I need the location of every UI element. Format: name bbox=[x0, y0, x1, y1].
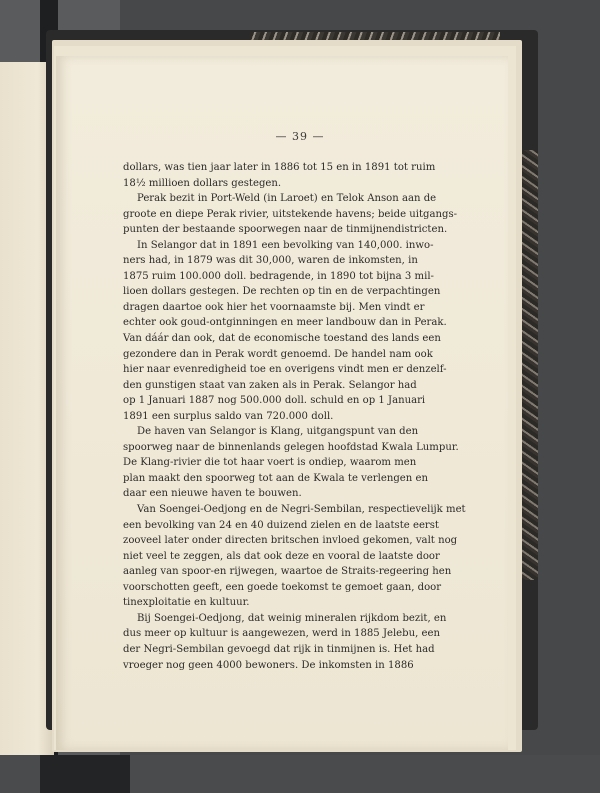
text-line: zooveel later onder directen britschen invloed gekomen, valt nog bbox=[123, 535, 458, 547]
text-line: In Selangor dat in 1891 een bevolking van 140,000. inwo- bbox=[137, 239, 434, 251]
text-line: aanleg van spoor-en rijwegen, waartoe de Straits-regeering hen bbox=[123, 566, 452, 578]
text-line: ners had, in 1879 was dit 30,000, waren de inkomsten, in bbox=[123, 255, 418, 267]
text-line: dollars, was tien jaar later in 1886 tot 15 en in 1891 tot ruim bbox=[123, 162, 436, 173]
text-line: voorschotten geeft, een goede toekomst te gemoet gaan, door bbox=[123, 581, 442, 593]
text-line: vroeger nog geen 4000 bewoners. De inkomsten in 1886 bbox=[123, 659, 414, 671]
text-line: 1891 een surplus saldo van 720.000 doll. bbox=[123, 410, 334, 422]
text-line: Van Soengei-Oedjong en de Negri-Sembilan, respectievelijk met bbox=[137, 504, 466, 516]
text-line: groote en diepe Perak rivier, uitstekende havens; beide uitgangs- bbox=[123, 208, 458, 220]
page-number: — 39 — bbox=[275, 130, 325, 143]
text-line: De haven van Selangor is Klang, uitgangspunt van den bbox=[137, 426, 419, 438]
text-line: dragen daartoe ook hier het voornaamste bij. Men vindt er bbox=[123, 301, 425, 313]
text-line: plan maakt den spoorweg tot aan de Kwala te verlengen en bbox=[123, 472, 428, 484]
text-line: der Negri-Sembilan gevoegd dat rijk in tinmijnen is. Het had bbox=[123, 643, 435, 655]
text-line: Bij Soengei-Oedjong, dat weinig mineralen rijkdom bezit, en bbox=[137, 612, 447, 624]
text-line: 1875 ruim 100.000 doll. bedragende, in 1890 tot bijna 3 mil- bbox=[123, 270, 434, 282]
text-line: spoorweg naar de binnenlands gelegen hoofdstad Kwala Lumpur. bbox=[123, 441, 459, 453]
text-line: gezondere dan in Perak wordt genoemd. De handel nam ook bbox=[123, 348, 433, 360]
text-line: lioen dollars gestegen. De rechten op tin en de verpachtingen bbox=[123, 286, 441, 298]
text-line: Perak bezit in Port-Weld (in Laroet) en Telok Anson aan de bbox=[137, 193, 437, 205]
background-bottom-dark bbox=[40, 755, 130, 793]
text-line: dus meer op kultuur is aangewezen, werd in 1885 Jelebu, een bbox=[123, 628, 440, 640]
text-line: Van dáár dan ook, dat de economische toestand des lands een bbox=[123, 333, 441, 345]
body-text bbox=[123, 160, 466, 673]
text-line: echter ook goud-ontginningen en meer landbouw dan in Perak. bbox=[123, 317, 447, 329]
text-line: tinexploitatie en kultuur. bbox=[123, 597, 250, 609]
text-line: punten der bestaande spoorwegen naar de tinmijnendistricten. bbox=[123, 224, 448, 236]
text-line: niet veel te zeggen, als dat ook deze en vooral de laatste door bbox=[123, 550, 440, 562]
text-line: hier naar evenredigheid toe en overigens vindt men er denzelf- bbox=[123, 364, 447, 376]
text-line: den gunstigen staat van zaken als in Perak. Selangor had bbox=[123, 379, 417, 391]
text-line: 18½ millioen dollars gestegen. bbox=[123, 177, 282, 189]
text-line: op 1 Januari 1887 nog 500.000 doll. schuld en op 1 Januari bbox=[123, 395, 426, 407]
text-line: daar een nieuwe haven te bouwen. bbox=[123, 488, 302, 500]
text-line: De Klang-rivier die tot haar voert is ondiep, waarom men bbox=[123, 457, 417, 469]
text-line: een bevolking van 24 en 40 duizend zielen en de laatste eerst bbox=[123, 519, 439, 531]
